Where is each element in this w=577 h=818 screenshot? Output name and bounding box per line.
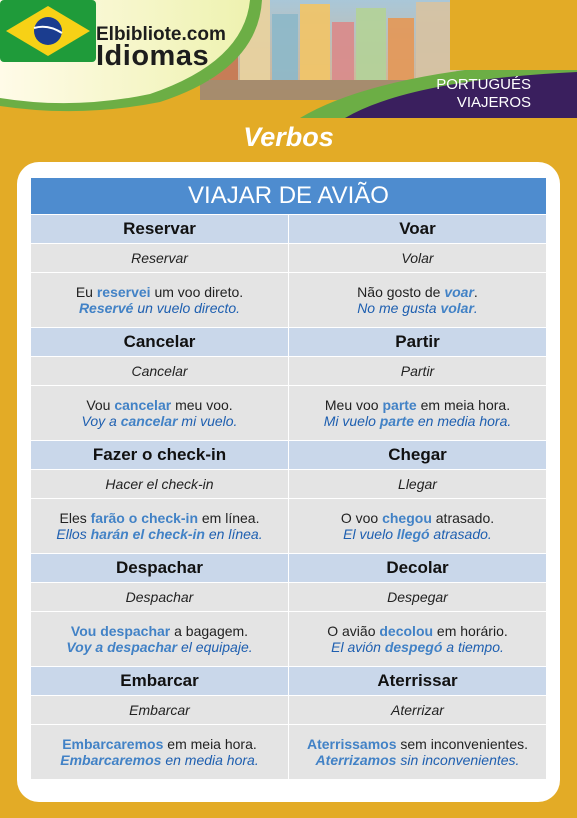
example-portuguese: [31, 736, 288, 752]
example-sentences: [31, 725, 288, 779]
verb-spanish: Despegar: [289, 583, 546, 611]
example-sentences: [289, 273, 546, 327]
highlighted-verb: decolou: [379, 623, 434, 639]
example-sentences: [31, 273, 288, 327]
highlighted-verb: chegou: [382, 510, 432, 526]
verb-portuguese: Despachar: [31, 554, 288, 582]
verb-portuguese: Chegar: [289, 441, 546, 469]
header-banner: [0, 0, 577, 118]
example-spanish: [31, 300, 288, 316]
verb-portuguese: Aterrissar: [289, 667, 546, 695]
sentence-text: El avión: [331, 639, 385, 655]
highlighted-verb: volar: [440, 300, 474, 316]
highlighted-verb: cancelar: [114, 397, 172, 413]
vocabulary-table: [31, 178, 546, 779]
verb-spanish: Despachar: [31, 583, 288, 611]
sentence-text: sem inconvenientes.: [396, 736, 529, 752]
highlighted-verb: Embarcaremos: [62, 736, 164, 752]
highlighted-verb: harán el check-in: [90, 526, 205, 542]
brand-title: Idiomas: [96, 40, 210, 72]
example-spanish: [31, 526, 288, 542]
sentence-text: Eu: [75, 284, 97, 300]
highlighted-verb: voar: [444, 284, 474, 300]
example-portuguese: [289, 623, 546, 639]
sentence-text: No me gusta: [357, 300, 441, 316]
highlighted-verb: Aterrizamos: [315, 752, 397, 768]
verb-portuguese: Decolar: [289, 554, 546, 582]
verb-spanish: Aterrizar: [289, 696, 546, 724]
sentence-text: Meu voo: [324, 397, 383, 413]
verb-portuguese: Reservar: [31, 215, 288, 243]
verb-portuguese: Embarcar: [31, 667, 288, 695]
sentence-text: un vuelo directo.: [133, 300, 241, 316]
example-sentences: [289, 499, 546, 553]
sentence-text: sin inconvenientes.: [396, 752, 520, 768]
example-portuguese: [31, 510, 288, 526]
highlighted-verb: despegó: [384, 639, 443, 655]
sentence-text: O avião: [327, 623, 380, 639]
sentence-text: em línea.: [198, 510, 260, 526]
verb-spanish: Reservar: [31, 244, 288, 272]
verb-portuguese: Fazer o check-in: [31, 441, 288, 469]
example-portuguese: [289, 736, 546, 752]
example-sentences: [31, 612, 288, 666]
sentence-text: mi vuelo.: [177, 413, 238, 429]
sentence-text: El vuelo: [343, 526, 397, 542]
sentence-text: em horário.: [433, 623, 508, 639]
sentence-text: Voy a: [81, 413, 121, 429]
sentence-text: meu voo.: [171, 397, 233, 413]
verb-spanish: Cancelar: [31, 357, 288, 385]
sentence-text: atrasado.: [429, 526, 492, 542]
verb-portuguese: Voar: [289, 215, 546, 243]
sentence-text: Vou: [86, 397, 115, 413]
highlighted-verb: llegó: [396, 526, 430, 542]
sentence-text: Ellos: [56, 526, 91, 542]
sentence-text: en media hora.: [413, 413, 512, 429]
example-portuguese: [289, 510, 546, 526]
highlighted-verb: Embarcaremos: [60, 752, 162, 768]
sentence-text: em meia hora.: [416, 397, 511, 413]
verb-portuguese: Cancelar: [31, 328, 288, 356]
course-badge: [421, 76, 531, 112]
example-spanish: [31, 413, 288, 429]
example-sentences: [31, 499, 288, 553]
verb-spanish: Llegar: [289, 470, 546, 498]
verb-spanish: Volar: [289, 244, 546, 272]
example-spanish: [289, 752, 546, 768]
brand-site-name: Elbibliote.com: [96, 24, 226, 45]
sentence-text: a bagagem.: [170, 623, 249, 639]
verb-grid: [31, 214, 546, 779]
verb-portuguese: Partir: [289, 328, 546, 356]
highlighted-verb: parte: [382, 397, 417, 413]
brazil-flag-icon: [0, 0, 96, 62]
verb-spanish: Embarcar: [31, 696, 288, 724]
example-sentences: [289, 725, 546, 779]
example-spanish: [31, 639, 288, 655]
sentence-text: um voo direto.: [150, 284, 244, 300]
highlighted-verb: reservei: [96, 284, 151, 300]
example-spanish: [31, 752, 288, 768]
sentence-text: .: [473, 300, 478, 316]
example-sentences: [289, 386, 546, 440]
highlighted-verb: cancelar: [120, 413, 178, 429]
sentence-text: Não gosto de: [357, 284, 445, 300]
highlighted-verb: farão o check-in: [90, 510, 198, 526]
example-sentences: [289, 612, 546, 666]
badge-topic: VIAJEROS: [456, 94, 531, 111]
verb-spanish: Hacer el check-in: [31, 470, 288, 498]
highlighted-verb: Reservé: [78, 300, 134, 316]
example-portuguese: [289, 284, 546, 300]
sentence-text: atrasado.: [431, 510, 495, 526]
example-spanish: [289, 300, 546, 316]
section-title: Verbos: [243, 122, 334, 152]
table-title: VIAJAR DE AVIÃO: [31, 178, 546, 214]
example-spanish: [289, 413, 546, 429]
verb-spanish: Partir: [289, 357, 546, 385]
sentence-text: en línea.: [205, 526, 263, 542]
example-spanish: [289, 639, 546, 655]
highlighted-verb: Vou despachar: [70, 623, 171, 639]
example-portuguese: [31, 284, 288, 300]
badge-language: PORTUGUÉS: [436, 76, 531, 93]
sentence-text: .: [473, 284, 478, 300]
example-portuguese: [289, 397, 546, 413]
sentence-text: em meia hora.: [163, 736, 257, 752]
example-portuguese: [31, 397, 288, 413]
sentence-text: O voo: [340, 510, 383, 526]
highlighted-verb: parte: [379, 413, 414, 429]
example-spanish: [289, 526, 546, 542]
highlighted-verb: Aterrissamos: [306, 736, 397, 752]
example-portuguese: [31, 623, 288, 639]
example-sentences: [31, 386, 288, 440]
sentence-text: Mi vuelo: [323, 413, 380, 429]
highlighted-verb: Voy a despachar: [66, 639, 178, 655]
sentence-text: el equipaje.: [177, 639, 253, 655]
sentence-text: a tiempo.: [442, 639, 504, 655]
sentence-text: Eles: [59, 510, 91, 526]
sentence-text: en media hora.: [161, 752, 259, 768]
